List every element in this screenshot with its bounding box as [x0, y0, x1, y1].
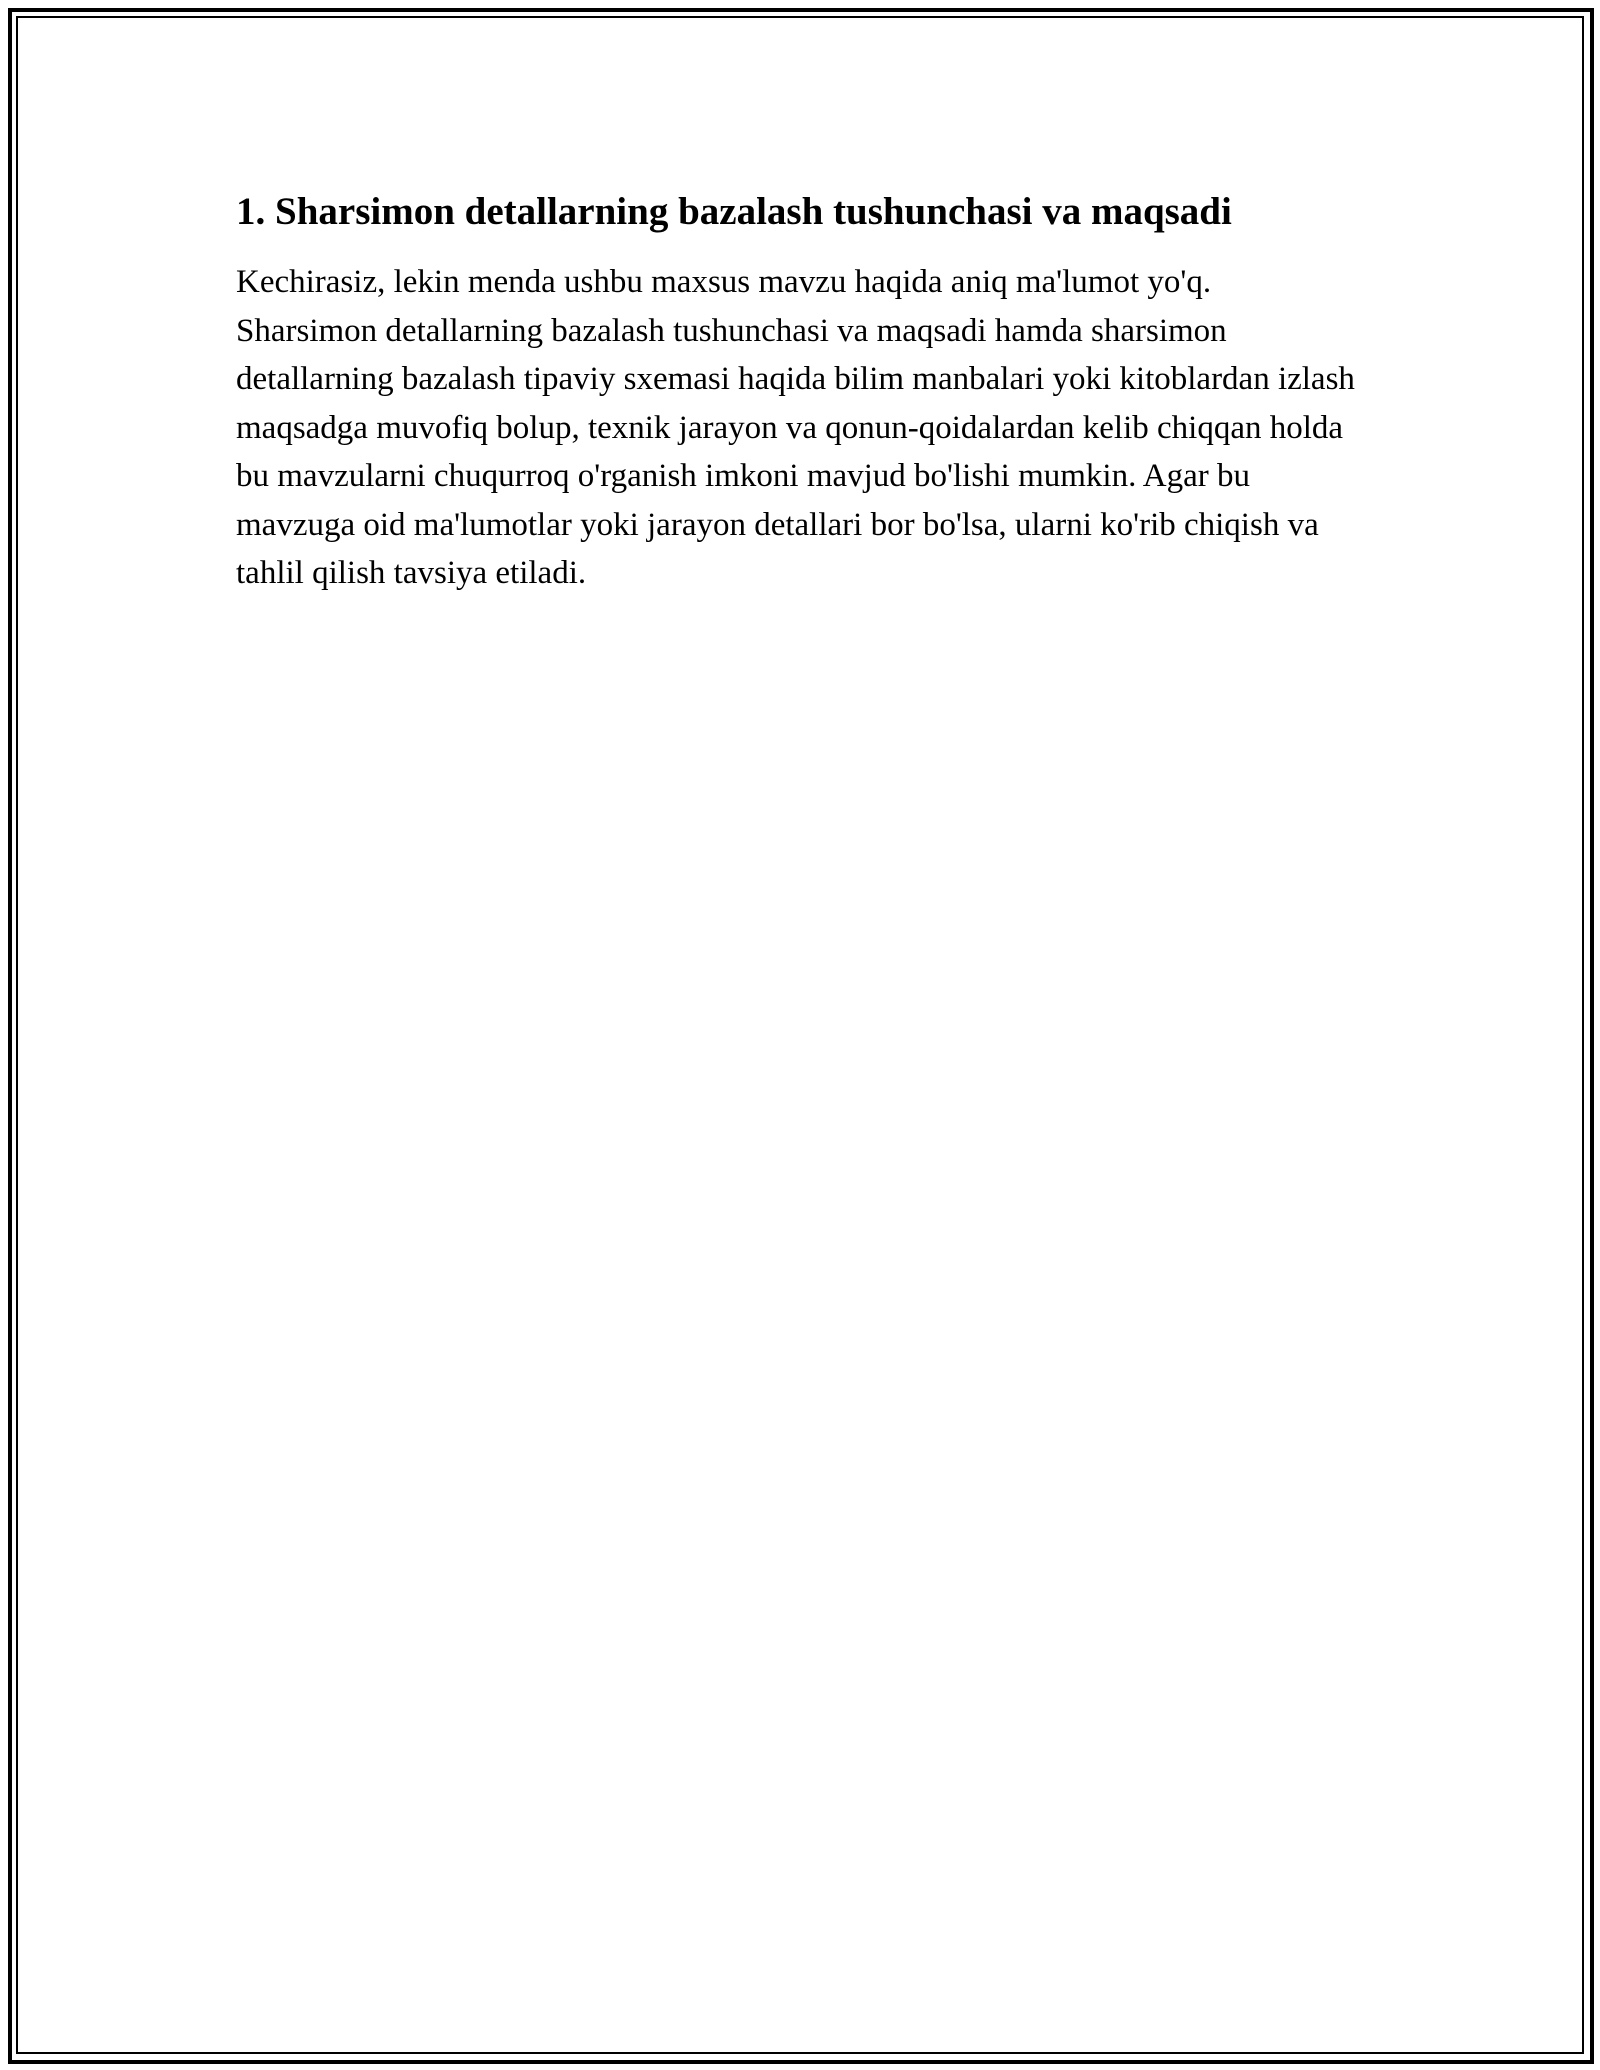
document-content — [236, 186, 1356, 598]
body-paragraph: Kechirasiz, lekin menda ushbu maxsus mavzu haqida aniq ma'lumot yo'q. Sharsimon detallarning bazalash tushunchasi va maqsadi hamda sharsimon detallarning bazalash tipaviy sxemasi haqida bilim manbalari yoki kitoblardan izlash maqsadga muvofiq bolup, texnik jarayon va qonun-qoidalardan kelib chiqqan holda bu mavzularni chuqurroq o'rganish imkoni mavjud bo'lishi mumkin. Agar bu mavzuga oid ma'lumotlar yoki jarayon detallari bor bo'lsa, ularni ko'rib chiqish va tahlil qilish tavsiya etiladi. — [236, 264, 1355, 591]
section-heading: 1. Sharsimon detallarning bazalash tushunchasi va maqsadi — [236, 190, 1232, 233]
